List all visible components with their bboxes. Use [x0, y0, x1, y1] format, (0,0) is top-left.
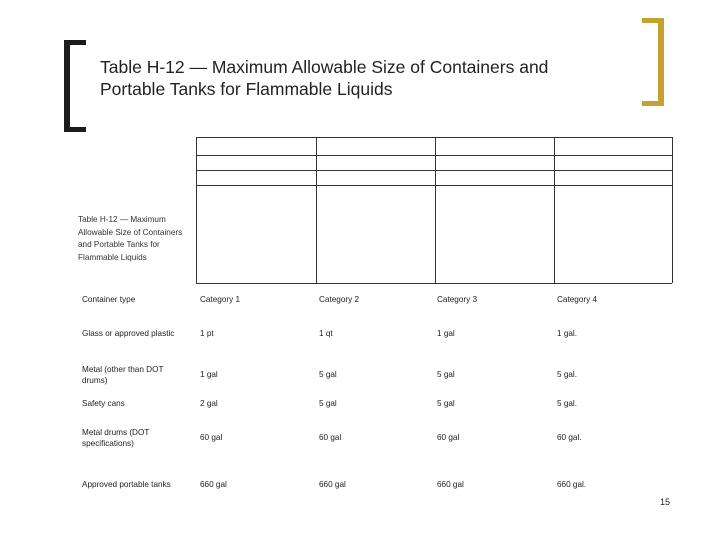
grid-line — [672, 137, 673, 283]
table-cell: 5 gal — [319, 399, 337, 408]
row-glass-container: Glass or approved plastic — [82, 329, 175, 338]
grid-line — [554, 137, 555, 283]
table-cell: 5 gal — [437, 399, 455, 408]
left-bracket-bottom — [64, 127, 86, 132]
row-metal-drums: Metal drums (DOT specifications) — [82, 428, 150, 448]
table-cell: 2 gal — [200, 399, 218, 408]
table-cell: 1 gal. — [557, 329, 578, 338]
caption-line: and Portable Tanks for — [78, 240, 160, 249]
header-category-4: Category 4 — [557, 295, 598, 304]
embedded-caption — [78, 214, 198, 264]
table-cell: 5 gal — [319, 370, 337, 379]
grid-line — [316, 137, 317, 283]
row-metal-container: Metal (other than DOT drums) — [82, 365, 164, 385]
table-cell: 60 gal. — [557, 433, 582, 442]
grid-line — [435, 137, 436, 283]
header-category-2: Category 2 — [319, 295, 360, 304]
caption-line: Flammable Liquids — [78, 252, 147, 262]
left-bracket-top — [64, 40, 86, 45]
right-bracket-bottom — [642, 101, 664, 106]
left-bracket-vertical — [64, 40, 70, 132]
header-container-type: Container type — [82, 295, 136, 304]
title-line-2: Portable Tanks for Flammable Liquids — [100, 79, 393, 99]
table-cell: 60 gal — [200, 433, 223, 442]
table-cell: 1 gal — [437, 329, 455, 338]
table-cell: 660 gal — [437, 480, 464, 489]
grid-line — [196, 137, 672, 138]
table-cell: 660 gal — [200, 480, 227, 489]
header-category-3: Category 3 — [437, 295, 478, 304]
grid-line — [196, 185, 672, 186]
table-cell: 1 qt — [319, 329, 333, 338]
table-cell: 1 gal — [200, 370, 218, 379]
header-category-1: Category 1 — [200, 295, 241, 304]
grid-line — [196, 155, 672, 156]
page-number: 15 — [659, 497, 670, 507]
table-cell: 60 gal — [437, 433, 460, 442]
slide-title — [100, 56, 620, 100]
table-cell: 5 gal — [437, 370, 455, 379]
table-cell: 660 gal — [319, 480, 346, 489]
row-safety-cans: Safety cans — [82, 399, 125, 408]
table-cell: 5 gal. — [557, 399, 578, 408]
table-cell: 1 pt — [200, 329, 214, 338]
row-portable-tanks: Approved portable tanks — [82, 480, 171, 489]
caption-line: Table H-12 — Maximum — [78, 215, 166, 224]
right-bracket-top — [642, 18, 664, 23]
right-bracket-vertical — [658, 18, 664, 106]
title-line-1: Table H-12 — Maximum Allowable Size of Containers and — [100, 57, 549, 77]
table-cell: 5 gal. — [557, 370, 578, 379]
grid-line — [196, 170, 672, 171]
table-cell: 60 gal — [319, 433, 342, 442]
caption-line: Allowable Size of Containers — [78, 227, 183, 237]
grid-line — [196, 283, 672, 284]
table-cell: 660 gal. — [557, 480, 587, 489]
